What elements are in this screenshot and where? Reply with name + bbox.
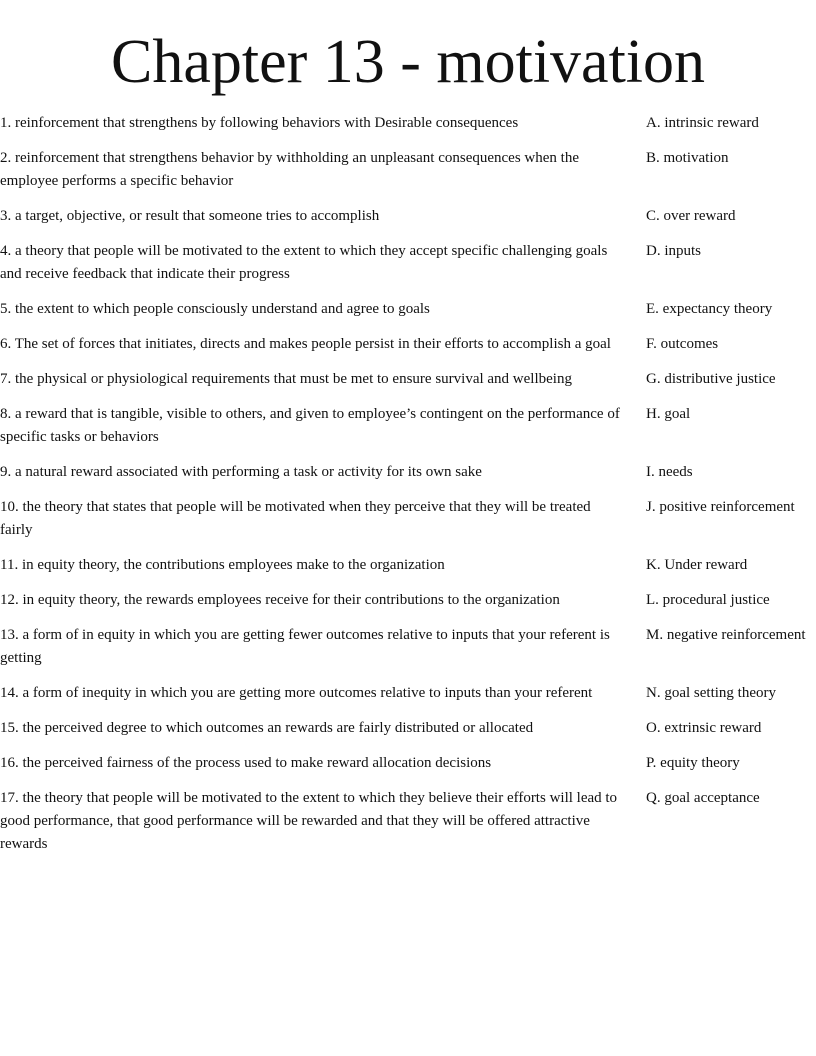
question-text: 9. a natural reward associated with performing a task or activity for its own sake <box>0 464 482 480</box>
question-text: 5. the extent to which people consciously understand and agree to goals <box>0 301 430 317</box>
answer-option: I. needs <box>646 464 693 480</box>
question-text: 12. in equity theory, the rewards employees receive for their contributions to the organization <box>0 592 560 608</box>
matching-row <box>0 589 816 612</box>
question-text: 3. a target, objective, or result that someone tries to accomplish <box>0 208 380 224</box>
question-text: 7. the physical or physiological requirements that must be met to ensure survival and wellbeing <box>0 371 572 387</box>
answer-option: G. distributive justice <box>646 371 776 387</box>
answer-option: F. outcomes <box>646 336 719 352</box>
matching-row <box>0 787 816 856</box>
matching-row <box>0 368 816 391</box>
answer-option: N. goal setting theory <box>646 685 776 701</box>
matching-row <box>0 461 816 484</box>
matching-row <box>0 624 816 670</box>
answer-option: E. expectancy theory <box>646 301 773 317</box>
matching-row <box>0 298 816 321</box>
question-text: 16. the perceived fairness of the process used to make reward allocation decisions <box>0 755 492 771</box>
matching-list <box>0 112 816 868</box>
answer-option: L. procedural justice <box>646 592 770 608</box>
question-text: 15. the perceived degree to which outcomes an rewards are fairly distributed or allocated <box>0 720 534 736</box>
matching-row <box>0 717 816 740</box>
answer-option: C. over reward <box>646 208 736 224</box>
matching-row <box>0 496 816 542</box>
question-text: 6. The set of forces that initiates, directs and makes people persist in their efforts to accomplish a goal <box>0 336 611 352</box>
matching-row <box>0 554 816 577</box>
answer-option: B. motivation <box>646 150 729 166</box>
matching-row <box>0 147 816 193</box>
answer-option: O. extrinsic reward <box>646 720 762 736</box>
question-text: 10. the theory that states that people will be motivated when they perceive that they will be treated fairly <box>0 499 591 538</box>
answer-option: A. intrinsic reward <box>646 115 759 131</box>
answer-option: D. inputs <box>646 243 702 259</box>
matching-row <box>0 333 816 356</box>
question-text: 13. a form of in equity in which you are getting fewer outcomes relative to inputs that your referent is getting <box>0 627 610 666</box>
matching-row <box>0 403 816 449</box>
matching-row <box>0 682 816 705</box>
question-text: 14. a form of inequity in which you are getting more outcomes relative to inputs than your referent <box>0 685 593 701</box>
answer-option: H. goal <box>646 406 691 422</box>
matching-row <box>0 752 816 775</box>
matching-row <box>0 240 816 286</box>
matching-row <box>0 205 816 228</box>
question-text: 2. reinforcement that strengthens behavior by withholding an unpleasant consequences when the employee performs a specific behavior <box>0 150 579 189</box>
question-text: 17. the theory that people will be motivated to the extent to which they believe their efforts will lead to good performance, that good performance will be rewarded and that they will be offered attractive rewards <box>0 790 618 852</box>
question-text: 1. reinforcement that strengthens by following behaviors with Desirable consequences <box>0 115 519 131</box>
question-text: 11. in equity theory, the contributions employees make to the organization <box>0 557 445 573</box>
answer-option: K. Under reward <box>646 557 748 573</box>
page-title: Chapter 13 - motivation <box>110 28 706 96</box>
question-text: 4. a theory that people will be motivated to the extent to which they accept specific challenging goals and receive feedback that indicate their progress <box>0 243 608 282</box>
matching-row <box>0 112 816 135</box>
answer-option: P. equity theory <box>646 755 740 771</box>
question-text: 8. a reward that is tangible, visible to others, and given to employee’s contingent on the performance of specific tasks or behaviors <box>0 406 620 445</box>
answer-option: Q. goal acceptance <box>646 790 760 806</box>
answer-option: J. positive reinforcement <box>646 499 795 515</box>
answer-option: M. negative reinforcement <box>646 627 806 643</box>
